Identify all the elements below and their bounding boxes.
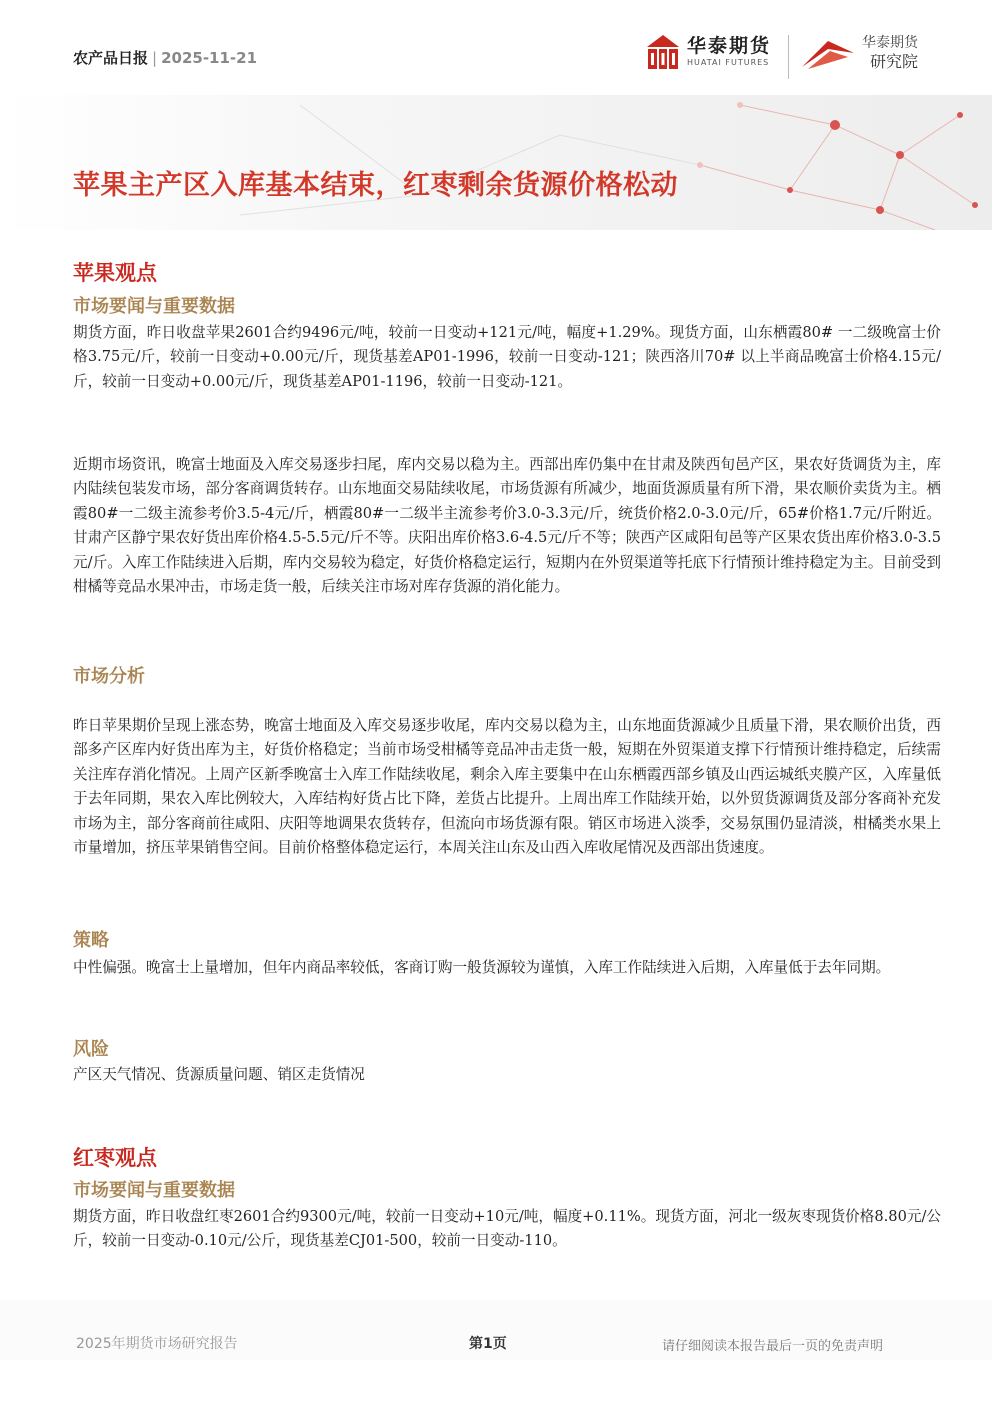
apple-strategy-paragraph: 中性偏强。晚富士上量增加，但年内商品率较低，客商订购一般货源较为谨慎，入库工作陆续进入后期，入库量低于去年同期。 xyxy=(73,959,891,976)
page-title: 苹果主产区入库基本结束，红枣剩余货源价格松动 xyxy=(73,170,678,201)
apple-risk-paragraph: 产区天气情况、货源质量问题、销区走货情况 xyxy=(73,1066,365,1083)
institute-wing-icon xyxy=(798,33,858,73)
header-separator: | xyxy=(152,49,158,67)
report-header xyxy=(73,47,257,68)
apple-section-heading: 苹果观点 xyxy=(73,261,157,285)
apple-analysis-heading: 市场分析 xyxy=(73,666,145,687)
report-type: 农产品日报 xyxy=(73,49,149,67)
huatai-logo-en: HUATAI FUTURES xyxy=(687,58,770,67)
report-date: 2025-11-21 xyxy=(161,49,258,67)
institute-logo-line1: 华泰期货 xyxy=(862,34,918,51)
apple-risk-heading: 风险 xyxy=(73,1039,109,1060)
apple-strategy-heading: 策略 xyxy=(73,930,109,951)
jujube-news-paragraph-1: 期货方面，昨日收盘红枣2601合约9300元/吨，较前一日变动+10元/吨，幅度+0.11%。现货方面，河北一级灰枣现货价格8.80元/公斤，较前一日变动-0.10元/公斤，现货基差CJ01-500，较前一日变动-110。 xyxy=(73,1208,941,1250)
apple-news-paragraph-1: 期货方面，昨日收盘苹果2601合约9496元/吨，较前一日变动+121元/吨，幅度+1.29%。现货方面，山东栖霞80# 一二级晚富士价格3.75元/斤，较前一日变动+0.00元/斤，现货基差AP01-1996，较前一日变动-121；陕西洛川70# 以上半商品晚富士价格4.15元/斤，较前一日变动+0.00元/斤，现货基差AP01-1196，较前一日变动-121。 xyxy=(73,324,941,390)
huatai-logo xyxy=(645,33,771,71)
institute-logo xyxy=(798,33,918,73)
huatai-emblem-icon xyxy=(645,33,681,71)
apple-news-paragraph-2: 近期市场资讯，晚富士地面及入库交易逐步扫尾，库内交易以稳为主。西部出库仍集中在甘肃及陕西旬邑产区，果农好货调货为主，库内陆续包装发市场，部分客商调货转存。山东地面交易陆续收尾，市场货源有所减少，地面货源质量有所下滑，果农顺价卖货为主。栖霞80#一二级主流参考价3.5-4元/斤，栖霞80#一二级半主流参考价3.0-3.3元/斤，统货价格2.0-3.0元/斤，65#价格1.7元/斤附近。甘肃产区静宁果农好货出库价格4.5-5.5元/斤不等。庆阳出库价格3.6-4.5元/斤不等；陕西产区咸阳旬邑等产区果农货出库价格3.0-3.5元/斤。入库工作陆续进入后期，库内交易较为稳定，好货价格稳定运行，短期内在外贸渠道等托底下行情预计维持稳定为主。目前受到柑橘等竞品水果冲击，市场走货一般，后续关注市场对库存货源的消化能力。 xyxy=(73,456,941,596)
logo-divider xyxy=(788,35,789,79)
jujube-section-heading: 红枣观点 xyxy=(73,1146,157,1170)
footer-report-name: 2025年期货市场研究报告 xyxy=(76,1336,238,1352)
apple-news-heading: 市场要闻与重要数据 xyxy=(73,296,235,317)
footer-page-number: 第1页 xyxy=(469,1336,507,1352)
huatai-logo-cn: 华泰期货 xyxy=(687,35,772,57)
apple-analysis-paragraph: 昨日苹果期价呈现上涨态势，晚富士地面及入库交易逐步收尾，库内交易以稳为主，山东地面货源减少且质量下滑，果农顺价出货，西部多产区库内好货出库为主，好货价格稳定；当前市场受柑橘等竞品冲击走货一般，短期在外贸渠道支撑下行情预计维持稳定，后续需关注库存消化情况。上周产区新季晚富士入库工作陆续收尾，剩余入库主要集中在山东栖霞西部乡镇及山西运城纸夹膜产区，入库量低于去年同期，果农入库比例较大，入库结构好货占比下降，差货占比提升。上周出库工作陆续开始，以外贸货源调货及部分客商补充发市场为主，部分客商前往咸阳、庆阳等地调果农货转存，但流向市场货源有限。销区市场进入淡季，交易氛围仍显清淡，柑橘类水果上市量增加，挤压苹果销售空间。目前价格整体稳定运行，本周关注山东及山西入库收尾情况及西部出货速度。 xyxy=(73,717,941,857)
institute-logo-line2: 研究院 xyxy=(869,51,918,71)
footer-disclaimer-note: 请仔细阅读本报告最后一页的免责声明 xyxy=(662,1339,884,1354)
jujube-news-heading: 市场要闻与重要数据 xyxy=(73,1180,235,1201)
